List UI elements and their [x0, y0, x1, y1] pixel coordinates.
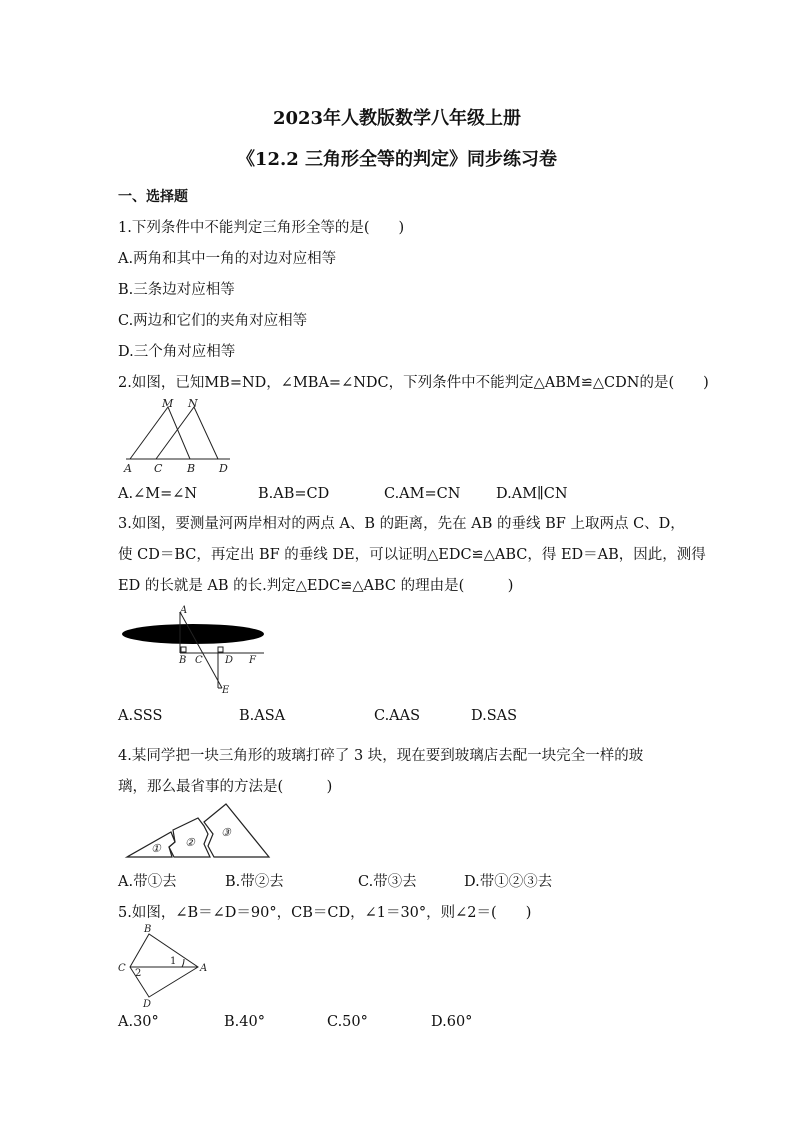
- q1-option-d: D.三个角对应相等: [118, 344, 236, 360]
- q4-label-3: ③: [221, 826, 231, 839]
- q2-label-c: C: [154, 462, 163, 475]
- q5-option-c: C.50°: [327, 1014, 368, 1030]
- q3-label-f: F: [249, 655, 256, 666]
- q3-option-a: A.SSS: [118, 708, 163, 724]
- q3-stem-line1: 3.如图，要测量河两岸相对的两点 A、B 的距离，先在 AB 的垂线 BF 上取两点 C、D，: [118, 516, 685, 532]
- q4-stem-line1: 4.某同学把一块三角形的玻璃打碎了 3 块，现在要到玻璃店去配一块完全一样的玻: [118, 748, 644, 764]
- q4-label-1: ①: [151, 842, 161, 855]
- q5-angle-1-arc: [182, 959, 184, 967]
- q5-option-a: A.30°: [118, 1014, 159, 1030]
- q1-option-c: C.两边和它们的夹角对应相等: [118, 313, 308, 329]
- q2-option-a: A.∠M=∠N: [118, 486, 198, 502]
- q5-option-b: B.40°: [224, 1014, 265, 1030]
- q3-option-b: B.ASA: [239, 708, 286, 724]
- q2-label-m: M: [162, 397, 174, 410]
- q2-stem: 2.如图，已知MB=ND，∠MBA=∠NDC，下列条件中不能判定△ABM≌△CDN的是( ): [118, 375, 709, 391]
- q1-option-b: B.三条边对应相等: [118, 282, 235, 298]
- q4-option-a: A.带①去: [118, 874, 177, 890]
- doc-title: 2023年人教版数学八年级上册: [272, 108, 522, 129]
- q2-label-n: N: [188, 397, 198, 410]
- q3-right-angle-b: [181, 647, 186, 652]
- q2-option-d: D.AM∥CN: [496, 486, 568, 502]
- q2-label-a: A: [124, 462, 132, 475]
- q4-option-d: D.带①②③去: [464, 874, 553, 890]
- q3-stem-line2: 使 CD＝BC，再定出 BF 的垂线 DE，可以证明△EDC≌△ABC，得 ED＝AB，因此，测得: [118, 547, 706, 563]
- q1-option-a: A.两角和其中一角的对边对应相等: [118, 251, 337, 267]
- q2-label-d: D: [219, 462, 228, 475]
- q2-label-b: B: [187, 462, 196, 475]
- q5-angle-2-label: 2: [135, 968, 142, 979]
- q5-quadrilateral: [130, 934, 198, 997]
- q5-angle-1-label: 1: [170, 956, 177, 967]
- q4-option-c: C.带③去: [358, 874, 417, 890]
- q3-option-d: D.SAS: [471, 708, 518, 724]
- q3-label-c: C: [195, 655, 203, 666]
- q1-stem: 1.下列条件中不能判定三角形全等的是( ): [118, 220, 405, 236]
- q5-label-b: B: [144, 924, 152, 935]
- q5-figure: [116, 922, 216, 1010]
- q5-label-a: A: [200, 963, 208, 974]
- q3-right-angle-d: [218, 647, 223, 652]
- q2-option-c: C.AM=CN: [384, 486, 461, 502]
- q3-figure: [118, 600, 268, 698]
- q4-label-2: ②: [185, 836, 195, 849]
- q4-option-b: B.带②去: [225, 874, 284, 890]
- q3-label-e: E: [222, 685, 230, 696]
- q4-piece-3: [204, 804, 269, 857]
- q2-triangle-abm: [130, 407, 190, 459]
- section-heading: 一、选择题: [118, 189, 188, 205]
- q2-figure: [118, 396, 238, 476]
- q4-stem-line2: 璃，那么最省事的方法是( ): [118, 779, 333, 795]
- doc-subtitle: 《12.2 三角形全等的判定》同步练习卷: [236, 149, 558, 170]
- q3-label-a: A: [180, 605, 188, 616]
- q3-label-b: B: [179, 655, 187, 666]
- q5-stem: 5.如图，∠B＝∠D＝90°，CB＝CD，∠1＝30°，则∠2＝( ): [118, 905, 532, 921]
- q3-option-c: C.AAS: [374, 708, 421, 724]
- q2-option-b: B.AB=CD: [258, 486, 330, 502]
- q5-label-c: C: [118, 963, 126, 974]
- q3-label-d: D: [225, 655, 234, 666]
- q3-river: [122, 624, 264, 644]
- q4-figure: [118, 800, 273, 862]
- q3-stem-line3: ED 的长就是 AB 的长.判定△EDC≌△ABC 的理由是( ): [118, 578, 514, 594]
- q5-option-d: D.60°: [431, 1014, 473, 1030]
- q5-label-d: D: [143, 999, 152, 1010]
